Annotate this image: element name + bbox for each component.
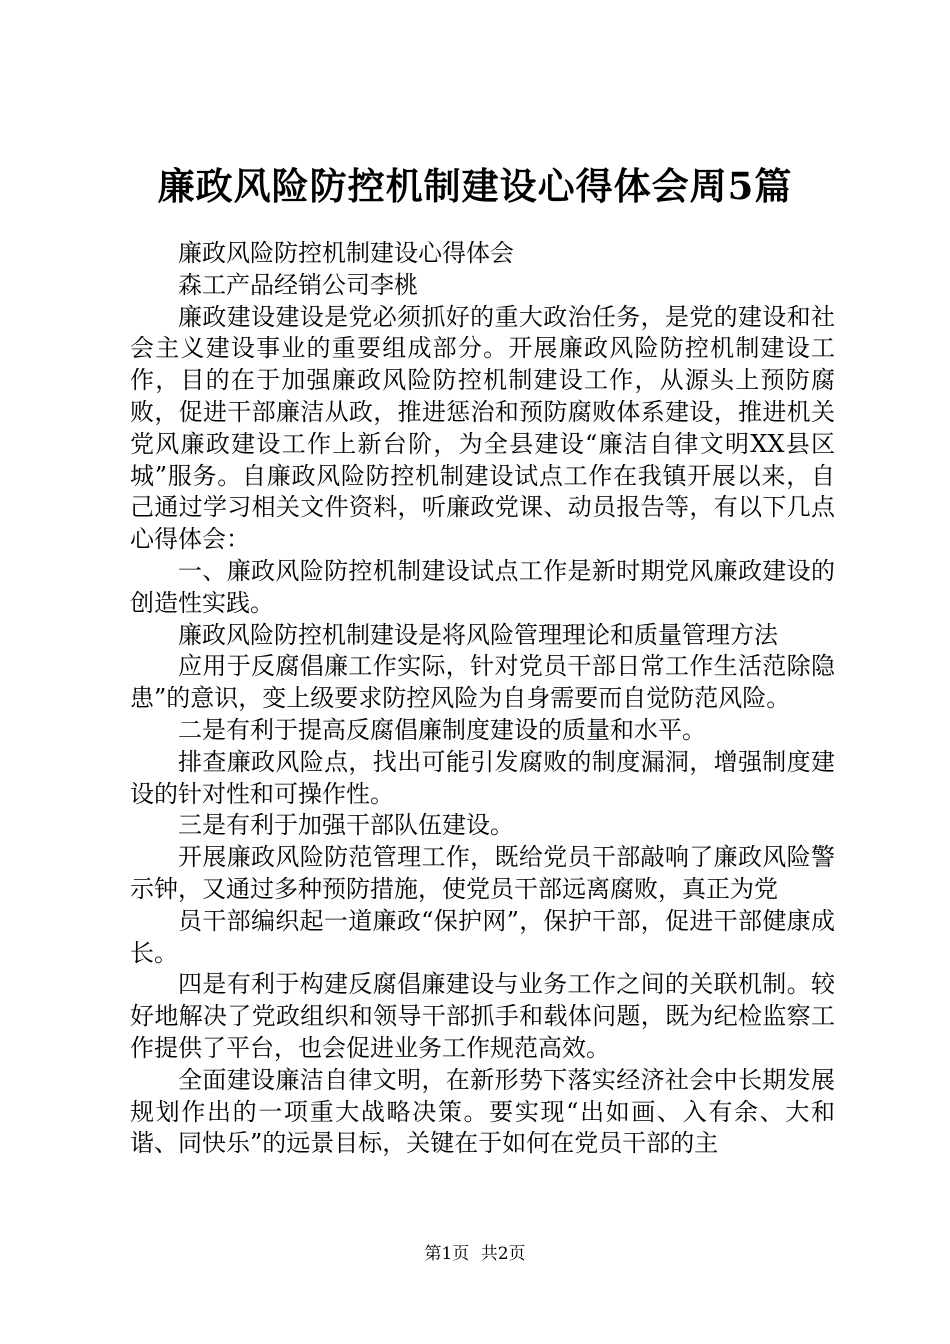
paragraph: 开展廉政风险防范管理工作，既给党员干部敲响了廉政风险警示钟，又通过多种预防措施，使党员干部远离腐败，真正为党: [130, 843, 835, 903]
paragraph-author: 森工产品经销公司李桃: [178, 270, 418, 299]
paragraph: 一、廉政风险防控机制建设试点工作是新时期党风廉政建设的创造性实践。: [130, 556, 835, 617]
paragraph: 四是有利于构建反腐倡廉建设与业务工作之间的关联机制。较好地解决了党政组织和领导干部抓手和载体问题，既为纪检监察工作提供了平台，也会促进业务工作规范高效。: [130, 970, 835, 1062]
page-footer: [0, 1244, 950, 1264]
page-number: 第1页: [424, 1244, 470, 1264]
paragraph: 廉政建设建设是党必须抓好的重大政治任务，是党的建设和社会主义建设事业的重要组成部分。开展廉政风险防控机制建设工作，目的在于加强廉政风险防控机制建设工作，从源头上预防腐败，促进干部廉洁从政，推进惩治和预防腐败体系建设，推进机关党风廉政建设工作上新台阶，为全县建设“廉洁自律文明XX县区城”服务。自廉政风险防控机制建设试点工作在我镇开展以来，自己通过学习相关文件资料，听廉政党课、动员报告等，有以下几点心得体会：: [130, 302, 835, 554]
paragraph: 三是有利于加强干部队伍建设。: [178, 811, 514, 840]
document-body: [130, 238, 835, 1160]
document-title: 廉政风险防控机制建设心得体会周5篇: [157, 164, 793, 208]
paragraph: 员干部编织起一道廉政“保护网”，保护干部，促进干部健康成长。: [130, 906, 835, 967]
paragraph: 二是有利于提高反腐倡廉制度建设的质量和水平。: [178, 715, 706, 744]
paragraph: 全面建设廉洁自律文明，在新形势下落实经济社会中长期发展规划作出的一项重大战略决策。要实现“出如画、入有余、大和谐、同快乐”的远景目标，关键在于如何在党员干部的主: [130, 1065, 835, 1158]
paragraph: 廉政风险防控机制建设是将风险管理理论和质量管理方法: [178, 620, 778, 649]
paragraph: 排查廉政风险点，找出可能引发腐败的制度漏洞，增强制度建设的针对性和可操作性。: [130, 747, 835, 808]
paragraph-subtitle: 廉政风险防控机制建设心得体会: [178, 239, 514, 267]
paragraph: 应用于反腐倡廉工作实际，针对党员干部日常工作生活范除隐患”的意识，变上级要求防控风险为自身需要而自觉防范风险。: [130, 652, 835, 713]
page-total: 共2页: [480, 1244, 526, 1264]
